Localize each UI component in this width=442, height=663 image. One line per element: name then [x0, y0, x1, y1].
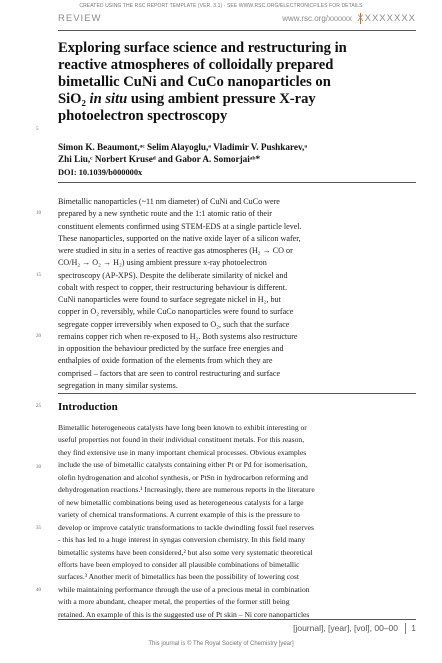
title-line: SiO₂ in situ using ambient pressure X-ray: [58, 91, 316, 108]
title-line: bimetallic CuNi and CuCo nanoparticles on: [58, 74, 331, 91]
abstract-line: segregate copper irreversibly when exposed to O₂, such that the surface: [58, 319, 290, 329]
journal-url-link[interactable]: www.rsc.org/xxxxxx: [282, 14, 352, 23]
abstract-line: enthalpies of oxide formation of the elements from which they are: [58, 356, 273, 366]
page-footer: [58, 623, 416, 637]
page-number: 1: [411, 623, 416, 633]
doi-text: DOI: 10.1039/b000000x: [58, 168, 143, 177]
title-line: Exploring surface science and restructuring in: [58, 40, 347, 56]
intro-line: - this has led to a huge interest in syngas conversion chemistry. In this field many: [58, 535, 306, 545]
abstract-line: spectroscopy (AP-XPS). Despite the deliberate similarity of nickel and: [58, 270, 288, 280]
introduction-body: [58, 422, 416, 621]
intro-line: include the use of bimetallic catalysts containing either Pt or Pd for isomerisation,: [58, 460, 308, 470]
intro-line: develop or improve catalytic transformations to tackle dwindling fossil fuel reserves: [58, 522, 315, 532]
line-number: 35: [36, 526, 41, 531]
line-number: 15: [36, 273, 41, 278]
intro-line: of new bimetallic combinations being used as heterogeneous catalysts for a large: [58, 497, 304, 507]
journal-header: [58, 13, 416, 27]
abstract-line: segregation in many similar systems.: [58, 380, 178, 390]
author-list: [58, 141, 408, 165]
paper-title: [58, 40, 408, 125]
author-line: Zhi Liu,ᶜ Norbert Kruseᵈ and Gabor A. Somorjaiᵃᵇ*: [58, 154, 261, 165]
intro-line: they find extensive use in many important chemical processes. Obvious examples: [58, 447, 307, 457]
abstract-line: CuNi nanoparticles were found to surface segregate nickel in H₂, but: [58, 295, 281, 304]
title-line: reactive atmospheres of colloidally prepared: [58, 57, 334, 74]
abstract-rule: [58, 393, 416, 394]
line-number: 10: [36, 211, 41, 216]
title-italic: in situ: [89, 91, 128, 108]
template-note: CREATED USING THE RSC REPORT TEMPLATE (VER. 3.1) - SEE WWW.RSC.ORG/ELECTRONICFILES FOR DETAILS: [79, 3, 363, 9]
abstract: [58, 196, 416, 392]
intro-line: olefin hydrogenation and alcohol synthesis, or PtSn in hydrocarbon reforming and: [58, 472, 308, 482]
header-rule: [58, 30, 416, 31]
abstract-line: copper in O₂ reversibly, while CuCo nanoparticles were found to surface: [58, 307, 294, 317]
abstract-line: prepared by a new synthetic route and the 1:1 atomic ratio of their: [58, 209, 272, 219]
article-code: XXXXXXXX: [357, 13, 416, 24]
line-number: 5: [36, 127, 39, 132]
copyright-note: This journal is © The Royal Society of Chemistry [year]: [148, 641, 294, 647]
abstract-line: constituent elements confirmed using STEM-EDS at a single particle level.: [58, 221, 302, 231]
abstract-line: cobalt with respect to copper, their restructuring behaviour is different.: [58, 282, 287, 292]
line-number: 25: [36, 404, 41, 409]
section-heading: Introduction: [58, 401, 118, 413]
line-number: 30: [36, 465, 41, 470]
intro-line: dehydrogenation reactions.¹ Increasingly, there are numerous reports in the literature: [58, 485, 315, 495]
doi-rule: [58, 182, 416, 183]
intro-line: useful properties not found in their individual constituent metals. For this reason,: [58, 435, 305, 445]
abstract-line: in opposition the behaviour predicted by the surface free energies and: [58, 344, 284, 353]
footer-rule: [58, 619, 416, 620]
intro-line: variety of chemical transformations. A current example of this is the pressure to: [58, 510, 300, 520]
line-number: 40: [36, 588, 41, 593]
intro-line: surfaces.³ Another merit of bimetallics has been the possibility of lowering cost: [58, 572, 300, 582]
abstract-line: comprised – factors that are seen to control restructuring and surface: [58, 368, 281, 378]
line-number: 20: [36, 334, 41, 339]
intro-line: with a more abundant, cheaper metal, the properties of the former still being: [58, 597, 290, 607]
title-line: photoelectron spectroscopy: [58, 108, 228, 125]
article-type-label: REVIEW: [58, 13, 102, 24]
abstract-line: CO/H₂ → O₂ → H₂) using ambient pressure x-ray photoelectron: [58, 258, 267, 268]
intro-line: while maintaining performance through the use of a precious metal in combination: [58, 584, 310, 594]
abstract-line: These nanoparticles, supported on the native oxide layer of a silicon wafer,: [58, 233, 301, 243]
footer-separator: [405, 623, 407, 634]
intro-line: Bimetallic heterogeneous catalysts have long been known to exhibit interesting or: [58, 423, 307, 432]
abstract-line: Bimetallic nanoparticles (~11 nm diameter) of CuNi and CuCo were: [58, 197, 280, 206]
abstract-line: remains copper rich when re-exposed to H₂. Both systems also restructure: [58, 331, 298, 341]
author-line: Simon K. Beaumont,ᵃᶜ Selim Alayoglu,ᵃ Vladimir V. Pushkarev,ᵃ: [58, 142, 308, 152]
intro-line: efforts have been employed to consider all plausible combinations of bimetallic: [58, 559, 300, 569]
intro-line: bimetallic systems have been considered,² but also some very systematic theoretical: [58, 547, 313, 557]
citation-placeholder: [journal], [year], [vol], 00–00: [293, 623, 398, 633]
intro-line: retained. An example of this is the suggested use of Pt skin – Ni core nanoparticles: [58, 609, 310, 619]
abstract-line: were studied in situ in a series of reactive gas atmospheres (H₂ → CO or: [58, 246, 293, 255]
